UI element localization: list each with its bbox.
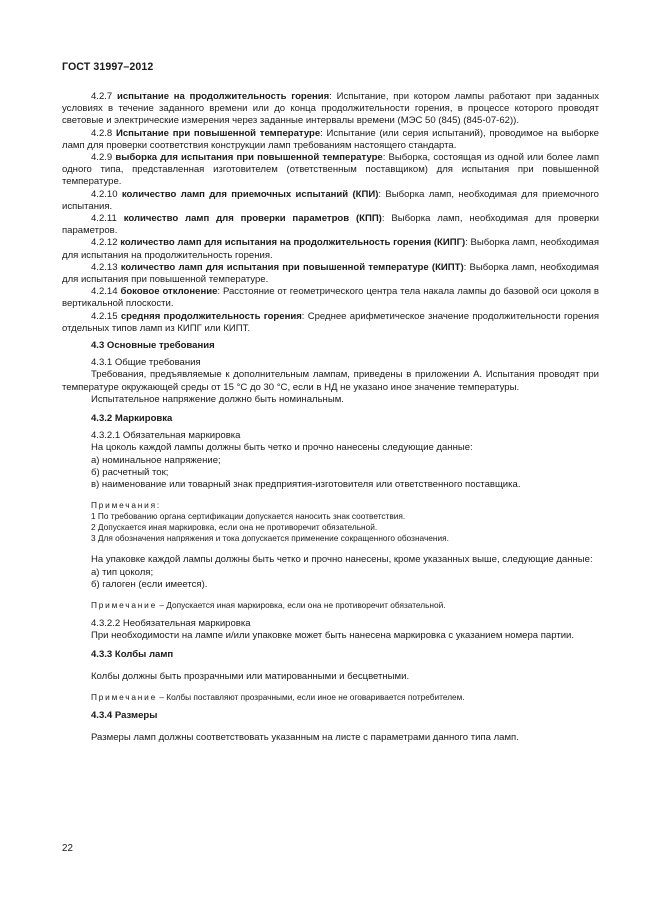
definition-4-2-12: 4.2.12 количество ламп для испытания на продолжительность горения (КИПГ): Выборка ламп, необходимая для испытания на продолжительность горения. bbox=[62, 237, 599, 261]
note-bulbs: Примечание – Колбы поставляют прозрачными, если иное не оговаривается потребителем. bbox=[91, 691, 465, 702]
paragraph-package-marking: На упаковке каждой лампы должны быть четко и прочно нанесены, кроме указанных выше, следующие данные: bbox=[91, 554, 593, 566]
definition-4-2-10: 4.2.10 количество ламп для приемочных испытаний (КПИ): Выборка ламп, необходимая для приемочного испытания. bbox=[62, 188, 599, 212]
section-heading-4-3-3: 4.3.3 Колбы ламп bbox=[91, 649, 174, 661]
page-number: 22 bbox=[62, 843, 73, 854]
definition-4-2-14: 4.2.14 боковое отклонение: Расстояние от геометрического центра тела накала лампы до базовой оси цоколя в вертикальной плоскости. bbox=[62, 286, 599, 310]
note-marking: Примечание – Допускается иная маркировка, если она не противоречит обязательной. bbox=[91, 599, 446, 610]
note-item: 2 Допускается иная маркировка, если она не противоречит обязательной. bbox=[91, 522, 378, 533]
list-item: б) галоген (если имеется). bbox=[91, 578, 208, 590]
paragraph-test-voltage: Испытательное напряжение должно быть номинальным. bbox=[91, 393, 344, 405]
definition-4-2-9: 4.2.9 выборка для испытания при повышенной температуре: Выборка, состоящая из одной или более ламп одного типа, представленная изготовителем (ответственным поставщиком) для испытания при повышенной температуре. bbox=[62, 152, 599, 188]
paragraph-mandatory-marking: На цоколь каждой лампы должны быть четко и прочно нанесены следующие данные: bbox=[91, 442, 473, 454]
paragraph-bulbs: Колбы должны быть прозрачными или матированными и бесцветными. bbox=[91, 670, 410, 682]
subsection-title-4-3-1: 4.3.1 Общие требования bbox=[91, 357, 201, 369]
list-item: в) наименование или товарный знак предприятия-изготовителя или ответственного поставщика. bbox=[91, 479, 521, 491]
running-header: ГОСТ 31997–2012 bbox=[62, 61, 154, 73]
note-item: 3 Для обозначения напряжения и тока допускается применение сокращенного обозначения. bbox=[91, 533, 449, 544]
body-text bbox=[62, 91, 599, 744]
paragraph-optional-marking: При необходимости на лампе и/или упаковке может быть нанесена маркировка с указанием номера партии. bbox=[91, 630, 575, 642]
subsection-title-4-3-2-1: 4.3.2.1 Обязательная маркировка bbox=[91, 430, 241, 442]
definition-4-2-15: 4.2.15 средняя продолжительность горения: Среднее арифметическое значение продолжительности горения отдельных типов ламп из КИПГ или КИПТ. bbox=[62, 310, 599, 334]
section-heading-4-3: 4.3 Основные требования bbox=[91, 340, 215, 352]
definition-4-2-13: 4.2.13 количество ламп для испытания при повышенной температуре (КИПТ): Выборка ламп, необходимая для испытания при повышенной температуре. bbox=[62, 261, 599, 286]
list-item: а) номинальное напряжение; bbox=[91, 454, 221, 466]
definition-4-2-7: 4.2.7 испытание на продолжительность горения: Испытание, при котором лампы работают при заданных условиях в течение заданного времени или до конца продолжительности горения, в процессе которого проводят световые и электрические измерения через заданные интервалы времени (МЭС 50 (845) (845-07-62)). bbox=[62, 91, 600, 127]
list-item: б) расчетный ток; bbox=[91, 466, 169, 478]
paragraph-dimensions: Размеры ламп должны соответствовать указанным на листе с параметрами данного типа ламп. bbox=[91, 731, 519, 743]
subsection-title-4-3-2-2: 4.3.2.2 Необязательная маркировка bbox=[91, 617, 251, 629]
note-item: 1 По требованию органа сертификации допускается наносить знак соответствия. bbox=[91, 511, 406, 522]
notes-label: Примечания: bbox=[91, 500, 162, 511]
paragraph-general-requirements: Требования, предъявляемые к дополнительным лампам, приведены в приложении А. Испытания проводят при температуре окружающей среды от 15 °С до 30 °С, если в НД не указано иное значение температуры. bbox=[62, 369, 599, 393]
list-item: а) тип цоколя; bbox=[91, 566, 154, 578]
definition-4-2-11: 4.2.11 количество ламп для проверки параметров (КПП): Выборка ламп, необходимая для проверки параметров. bbox=[62, 213, 600, 237]
section-heading-4-3-4: 4.3.4 Размеры bbox=[91, 709, 158, 721]
definition-4-2-8: 4.2.8 Испытание при повышенной температуре: Испытание (или серия испытаний), проводимое на выборке ламп для проверки соответствия конструкции ламп требованиям настоящего стандарта. bbox=[62, 127, 599, 151]
section-heading-4-3-2: 4.3.2 Маркировка bbox=[91, 413, 173, 425]
